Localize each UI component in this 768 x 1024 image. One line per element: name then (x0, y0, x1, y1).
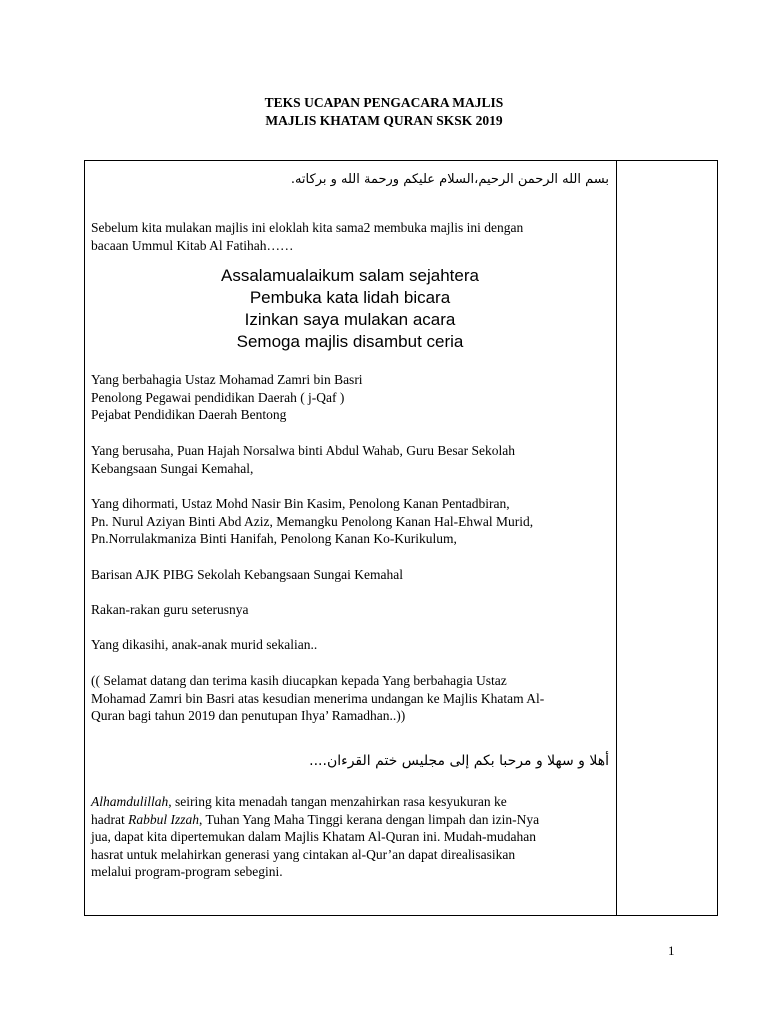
closing-paragraph (91, 793, 609, 881)
document-title-line2: MAJLIS KHATAM QURAN SKSK 2019 (265, 113, 503, 128)
table-column-divider (616, 161, 617, 915)
rabbul-izzah-text: Rabbul Izzah (128, 811, 199, 827)
page-number: 1 (668, 943, 675, 958)
opening-line: bacaan Ummul Kitab Al Fatihah…… (91, 237, 294, 253)
poem-line: Semoga majlis disambut ceria (236, 332, 464, 351)
guest-acknowledgement-6: Yang dikasihi, anak-anak murid sekalian.. (91, 637, 318, 652)
guest-acknowledgement-5: Rakan-rakan guru seterusnya (91, 602, 249, 617)
guest-line: Penolong Pegawai pendidikan Daerah ( j-Qaf ) (91, 389, 345, 405)
guest-acknowledgement-1 (91, 371, 609, 424)
closing-line: melalui program-program sebegini. (91, 864, 283, 879)
guest-acknowledgement-4: Barisan AJK PIBG Sekolah Kebangsaan Sungai Kemahal (91, 567, 403, 582)
guest-line: Yang berusaha, Puan Hajah Norsalwa binti Abdul Wahab, Guru Besar Sekolah (91, 443, 515, 458)
guest-line: Pn.Norrulakmaniza Binti Hanifah, Penolong Kanan Ko-Kurikulum, (91, 531, 457, 546)
closing-text: , seiring kita menadah tangan menzahirkan rasa kesyukuran ke (168, 794, 507, 809)
script-table (84, 160, 718, 916)
opening-paragraph (91, 219, 609, 254)
guest-line: Yang berbahagia Ustaz Mohamad Zamri bin Basri (91, 372, 363, 387)
closing-line (91, 793, 609, 811)
guest-line: Kebangsaan Sungai Kemahal, (91, 460, 254, 476)
closing-line: jua, dapat kita dipertemukan dalam Majlis Khatam Al-Quran ini. Mudah-mudahan (91, 829, 537, 844)
welcome-paragraph (91, 672, 609, 725)
arabic-greeting: بسم الله الرحمن الرحيم،السلام عليكم ورحمة الله و بركاته. (290, 172, 609, 187)
alhamdulillah-text: Alhamdulillah (91, 794, 169, 809)
guest-acknowledgement-3 (91, 495, 609, 548)
closing-text: hadrat (91, 811, 129, 827)
guest-line: Pn. Nurul Aziyan Binti Abd Aziz, Memangku Penolong Kanan Hal-Ehwal Murid, (91, 513, 534, 529)
guest-acknowledgement-2 (91, 442, 609, 477)
guest-line: Yang dihormati, Ustaz Mohd Nasir Bin Kasim, Penolong Kanan Pentadbiran, (91, 496, 510, 511)
closing-text: , Tuhan Yang Maha Tinggi kerana dengan limpah dan izin-Nya (198, 811, 540, 827)
welcome-line: Mohamad Zamri bin Basri atas kesudian menerima undangan ke Majlis Khatam Al- (91, 690, 545, 706)
welcome-line: (( Selamat datang dan terima kasih diucapkan kepada Yang berbahagia Ustaz (91, 673, 507, 688)
poem-line: Izinkan saya mulakan acara (244, 310, 456, 329)
closing-line (91, 811, 609, 829)
opening-line: Sebelum kita mulakan majlis ini eloklah kita sama2 membuka majlis ini dengan (91, 220, 524, 235)
arabic-welcome: أهلا و سهلا و مرحبا بكم إلى مجليس ختم القرءان.... (309, 753, 609, 769)
guest-line: Pejabat Pendidikan Daerah Bentong (91, 407, 287, 422)
document-title-line1: TEKS UCAPAN PENGACARA MAJLIS (264, 95, 504, 110)
opening-poem (91, 265, 609, 353)
closing-line: hasrat untuk melahirkan generasi yang cintakan al-Qur’an dapat direalisasikan (91, 846, 516, 862)
poem-line: Pembuka kata lidah bicara (249, 288, 451, 307)
welcome-line: Quran bagi tahun 2019 dan penutupan Ihya’ Ramadhan..)) (91, 708, 406, 723)
poem-line: Assalamualaikum salam sejahtera (221, 266, 479, 285)
